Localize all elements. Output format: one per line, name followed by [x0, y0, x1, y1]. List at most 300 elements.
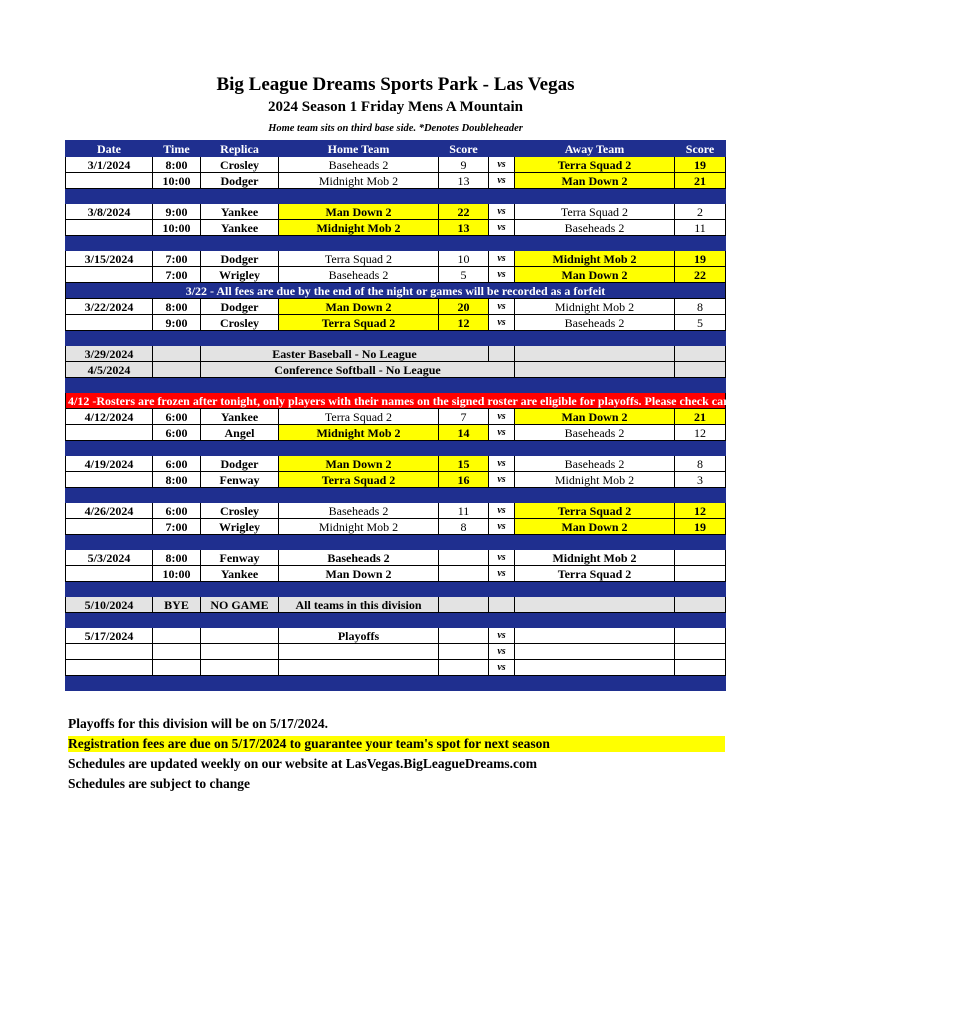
game-row — [66, 267, 726, 283]
away-score: 21 — [675, 409, 726, 425]
separator-cell — [66, 236, 153, 251]
separator-cell — [439, 676, 489, 691]
separator-cell — [439, 236, 489, 251]
closed-cell — [489, 346, 515, 362]
vs-label: vs — [489, 157, 515, 173]
away-score: 2 — [675, 204, 726, 220]
separator-cell — [515, 236, 675, 251]
away-team: Terra Squad 2 — [515, 204, 675, 220]
game-date: 3/8/2024 — [66, 204, 153, 220]
col-vs — [489, 141, 515, 157]
playoff-cell — [439, 660, 489, 676]
vs-label: vs — [489, 220, 515, 236]
col-time: Time — [153, 141, 201, 157]
col-date: Date — [66, 141, 153, 157]
separator-cell — [515, 535, 675, 550]
away-score: 22 — [675, 267, 726, 283]
playoff-label — [279, 644, 439, 660]
playoff-cell — [515, 628, 675, 644]
separator-cell — [675, 676, 726, 691]
home-score: 13 — [439, 220, 489, 236]
bye-text: All teams in this division — [279, 597, 439, 613]
closed-date: 4/5/2024 — [66, 362, 153, 378]
conference-note: Conference Softball - No League — [201, 362, 515, 378]
playoff-cell — [515, 644, 675, 660]
game-replica: Dodger — [201, 251, 279, 267]
closed-cell — [153, 346, 201, 362]
home-team: Baseheads 2 — [279, 267, 439, 283]
separator-cell — [201, 613, 279, 628]
playoff-cell — [439, 628, 489, 644]
separator-cell — [439, 582, 489, 597]
vs-label: vs — [489, 204, 515, 220]
away-team: Baseheads 2 — [515, 315, 675, 331]
closed-cell — [675, 597, 726, 613]
away-team: Man Down 2 — [515, 267, 675, 283]
game-time: 7:00 — [153, 519, 201, 535]
away-score: 8 — [675, 299, 726, 315]
away-team: Midnight Mob 2 — [515, 550, 675, 566]
col-home-score: Score — [439, 141, 489, 157]
separator-cell — [201, 676, 279, 691]
separator-cell — [439, 441, 489, 456]
header-row — [66, 141, 726, 157]
game-replica: Dodger — [201, 299, 279, 315]
separator-cell — [489, 613, 515, 628]
game-row — [66, 220, 726, 236]
separator-cell — [153, 378, 201, 393]
separator-cell — [201, 331, 279, 346]
vs-label: vs — [489, 409, 515, 425]
bye-row — [66, 597, 726, 613]
separator-cell — [153, 613, 201, 628]
separator-cell — [153, 441, 201, 456]
separator-cell — [489, 189, 515, 204]
game-replica: Fenway — [201, 550, 279, 566]
home-score: 11 — [439, 503, 489, 519]
separator-cell — [489, 378, 515, 393]
home-team: Man Down 2 — [279, 566, 439, 582]
separator-cell — [489, 535, 515, 550]
separator-cell — [153, 189, 201, 204]
closed-cell — [153, 362, 201, 378]
separator-cell — [675, 441, 726, 456]
col-replica: Replica — [201, 141, 279, 157]
separator-row — [66, 613, 726, 628]
away-team: Terra Squad 2 — [515, 566, 675, 582]
vs-label: vs — [489, 519, 515, 535]
game-time: 9:00 — [153, 315, 201, 331]
home-score — [439, 550, 489, 566]
home-team: Man Down 2 — [279, 204, 439, 220]
away-team: Baseheads 2 — [515, 456, 675, 472]
separator-row — [66, 582, 726, 597]
game-row — [66, 315, 726, 331]
game-time: 6:00 — [153, 409, 201, 425]
game-time: 6:00 — [153, 425, 201, 441]
footer-disclaimer: Schedules are subject to change — [68, 776, 250, 791]
away-score: 19 — [675, 251, 726, 267]
vs-label: vs — [489, 173, 515, 189]
away-score — [675, 550, 726, 566]
game-row — [66, 157, 726, 173]
away-score: 19 — [675, 157, 726, 173]
game-time: 10:00 — [153, 173, 201, 189]
vs-label: vs — [489, 566, 515, 582]
separator-cell — [279, 441, 439, 456]
separator-row — [66, 441, 726, 456]
separator-row — [66, 236, 726, 251]
game-date: 3/1/2024 — [66, 157, 153, 173]
game-replica: Crosley — [201, 315, 279, 331]
closed-cell — [515, 346, 675, 362]
game-replica: Yankee — [201, 409, 279, 425]
separator-cell — [675, 582, 726, 597]
home-team: Terra Squad 2 — [279, 409, 439, 425]
vs-label: vs — [489, 456, 515, 472]
separator-cell — [66, 441, 153, 456]
vs-label: vs — [489, 503, 515, 519]
home-score: 12 — [439, 315, 489, 331]
away-score: 19 — [675, 519, 726, 535]
playoff-date — [66, 644, 153, 660]
away-score: 5 — [675, 315, 726, 331]
game-date: 3/15/2024 — [66, 251, 153, 267]
home-team: Man Down 2 — [279, 299, 439, 315]
game-date: 4/19/2024 — [66, 456, 153, 472]
separator-cell — [201, 488, 279, 503]
footer-playoffs: Playoffs for this division will be on 5/17/2024. — [68, 716, 329, 731]
game-row — [66, 550, 726, 566]
page-subtitle: 2024 Season 1 Friday Mens A Mountain — [267, 99, 524, 115]
closed-cell — [675, 362, 726, 378]
away-score: 21 — [675, 173, 726, 189]
separator-cell — [279, 488, 439, 503]
home-score: 16 — [439, 472, 489, 488]
home-team: Midnight Mob 2 — [279, 220, 439, 236]
away-team: Terra Squad 2 — [515, 157, 675, 173]
separator-cell — [489, 236, 515, 251]
game-time: 6:00 — [153, 503, 201, 519]
separator-cell — [66, 676, 153, 691]
away-score — [675, 566, 726, 582]
easter-note: Easter Baseball - No League — [201, 346, 489, 362]
playoff-row — [66, 628, 726, 644]
separator-cell — [439, 488, 489, 503]
playoff-cell — [201, 660, 279, 676]
game-time: 6:00 — [153, 456, 201, 472]
away-team: Midnight Mob 2 — [515, 299, 675, 315]
away-team: Man Down 2 — [515, 409, 675, 425]
playoff-cell — [675, 628, 726, 644]
separator-cell — [675, 331, 726, 346]
playoff-cell — [515, 660, 675, 676]
separator-cell — [489, 441, 515, 456]
away-team: Man Down 2 — [515, 173, 675, 189]
home-score: 10 — [439, 251, 489, 267]
game-replica: Crosley — [201, 157, 279, 173]
home-score: 22 — [439, 204, 489, 220]
game-replica: Fenway — [201, 472, 279, 488]
no-game-label: NO GAME — [201, 597, 279, 613]
separator-cell — [279, 582, 439, 597]
col-away-score: Score — [675, 141, 726, 157]
game-row — [66, 251, 726, 267]
game-date: 4/12/2024 — [66, 409, 153, 425]
game-date — [66, 425, 153, 441]
vs-label: vs — [489, 550, 515, 566]
separator-cell — [201, 441, 279, 456]
away-team: Midnight Mob 2 — [515, 472, 675, 488]
game-replica: Wrigley — [201, 267, 279, 283]
game-row — [66, 409, 726, 425]
page-title: Big League Dreams Sports Park - Las Vegas — [216, 74, 575, 95]
separator-cell — [153, 676, 201, 691]
vs-label: vs — [489, 251, 515, 267]
separator-cell — [279, 676, 439, 691]
separator-cell — [201, 582, 279, 597]
separator-cell — [675, 488, 726, 503]
vs-label: vs — [489, 644, 515, 660]
closed-cell — [515, 362, 675, 378]
game-time: 8:00 — [153, 550, 201, 566]
playoff-date: 5/17/2024 — [66, 628, 153, 644]
game-date — [66, 173, 153, 189]
home-team: Baseheads 2 — [279, 157, 439, 173]
playoff-label — [279, 660, 439, 676]
separator-cell — [439, 535, 489, 550]
game-replica: Wrigley — [201, 519, 279, 535]
game-date — [66, 315, 153, 331]
separator-cell — [153, 331, 201, 346]
game-time: 8:00 — [153, 157, 201, 173]
away-score: 8 — [675, 456, 726, 472]
game-date — [66, 267, 153, 283]
game-row — [66, 204, 726, 220]
separator-cell — [66, 331, 153, 346]
schedule-table — [65, 140, 975, 691]
separator-cell — [153, 488, 201, 503]
game-date — [66, 566, 153, 582]
game-date: 5/3/2024 — [66, 550, 153, 566]
conference-note-row — [66, 362, 726, 378]
separator-cell — [66, 488, 153, 503]
bye-date: 5/10/2024 — [66, 597, 153, 613]
separator-cell — [201, 236, 279, 251]
separator-cell — [515, 378, 675, 393]
game-replica: Yankee — [201, 566, 279, 582]
playoff-cell — [201, 628, 279, 644]
separator-row — [66, 378, 726, 393]
easter-note-row — [66, 346, 726, 362]
separator-row — [66, 331, 726, 346]
footer-registration: Registration fees are due on 5/17/2024 to guarantee your team's spot for next season — [68, 736, 725, 752]
separator-row — [66, 535, 726, 550]
separator-row — [66, 488, 726, 503]
away-team: Terra Squad 2 — [515, 503, 675, 519]
game-row — [66, 299, 726, 315]
game-date — [66, 472, 153, 488]
away-team: Baseheads 2 — [515, 220, 675, 236]
playoff-cell — [675, 660, 726, 676]
roster-alert-row — [66, 393, 726, 409]
playoff-label: Playoffs — [279, 628, 439, 644]
playoff-cell — [153, 644, 201, 660]
away-team: Man Down 2 — [515, 519, 675, 535]
home-team: Midnight Mob 2 — [279, 425, 439, 441]
away-score: 12 — [675, 503, 726, 519]
game-row — [66, 566, 726, 582]
playoff-row — [66, 660, 726, 676]
game-date — [66, 220, 153, 236]
separator-cell — [675, 236, 726, 251]
separator-cell — [675, 613, 726, 628]
col-away-team: Away Team — [515, 141, 675, 157]
separator-cell — [279, 535, 439, 550]
home-score: 14 — [439, 425, 489, 441]
home-score — [439, 566, 489, 582]
home-score: 20 — [439, 299, 489, 315]
separator-cell — [66, 535, 153, 550]
separator-row — [66, 189, 726, 204]
closed-cell — [489, 597, 515, 613]
forfeit-note: 3/22 - All fees are due by the end of the night or games will be recorded as a forfeit — [66, 283, 726, 299]
closed-date: 3/29/2024 — [66, 346, 153, 362]
home-score: 5 — [439, 267, 489, 283]
home-score: 9 — [439, 157, 489, 173]
separator-cell — [675, 189, 726, 204]
away-team: Baseheads 2 — [515, 425, 675, 441]
vs-label: vs — [489, 628, 515, 644]
separator-cell — [515, 189, 675, 204]
game-time: 9:00 — [153, 204, 201, 220]
bye-label: BYE — [153, 597, 201, 613]
playoff-row — [66, 644, 726, 660]
home-score: 8 — [439, 519, 489, 535]
separator-cell — [439, 189, 489, 204]
separator-cell — [279, 189, 439, 204]
playoff-cell — [439, 644, 489, 660]
closed-cell — [675, 346, 726, 362]
game-time: 7:00 — [153, 251, 201, 267]
home-team: Baseheads 2 — [279, 550, 439, 566]
separator-cell — [489, 582, 515, 597]
separator-cell — [201, 378, 279, 393]
game-time: 10:00 — [153, 566, 201, 582]
home-team: Midnight Mob 2 — [279, 519, 439, 535]
game-row — [66, 173, 726, 189]
game-replica: Angel — [201, 425, 279, 441]
game-date: 3/22/2024 — [66, 299, 153, 315]
vs-label: vs — [489, 315, 515, 331]
closed-cell — [439, 597, 489, 613]
vs-label: vs — [489, 267, 515, 283]
header-note: Home team sits on third base side. *Denotes Doubleheader — [268, 123, 523, 134]
home-score: 13 — [439, 173, 489, 189]
separator-cell — [439, 378, 489, 393]
separator-row — [66, 676, 726, 691]
separator-cell — [66, 378, 153, 393]
separator-cell — [66, 582, 153, 597]
separator-cell — [66, 613, 153, 628]
game-row — [66, 472, 726, 488]
away-score: 11 — [675, 220, 726, 236]
game-time: 8:00 — [153, 299, 201, 315]
separator-cell — [153, 236, 201, 251]
game-row — [66, 425, 726, 441]
away-score: 3 — [675, 472, 726, 488]
home-score: 15 — [439, 456, 489, 472]
playoff-cell — [201, 644, 279, 660]
separator-cell — [66, 189, 153, 204]
separator-cell — [515, 676, 675, 691]
separator-cell — [515, 441, 675, 456]
footer-website: Schedules are updated weekly on our website at LasVegas.BigLeagueDreams.com — [68, 756, 538, 771]
separator-cell — [515, 488, 675, 503]
separator-cell — [153, 582, 201, 597]
game-date: 4/26/2024 — [66, 503, 153, 519]
home-team: Terra Squad 2 — [279, 472, 439, 488]
home-team: Man Down 2 — [279, 456, 439, 472]
game-date — [66, 519, 153, 535]
col-home-team: Home Team — [279, 141, 439, 157]
separator-cell — [515, 331, 675, 346]
away-score: 12 — [675, 425, 726, 441]
home-team: Terra Squad 2 — [279, 315, 439, 331]
separator-cell — [489, 488, 515, 503]
separator-cell — [279, 236, 439, 251]
forfeit-note-row — [66, 283, 726, 299]
separator-cell — [675, 535, 726, 550]
playoff-cell — [153, 628, 201, 644]
game-replica: Crosley — [201, 503, 279, 519]
playoff-cell — [153, 660, 201, 676]
game-replica: Yankee — [201, 204, 279, 220]
home-team: Midnight Mob 2 — [279, 173, 439, 189]
vs-label: vs — [489, 660, 515, 676]
separator-cell — [153, 535, 201, 550]
separator-cell — [279, 378, 439, 393]
game-time: 7:00 — [153, 267, 201, 283]
game-row — [66, 503, 726, 519]
game-row — [66, 519, 726, 535]
separator-cell — [279, 613, 439, 628]
home-team: Terra Squad 2 — [279, 251, 439, 267]
away-team: Midnight Mob 2 — [515, 251, 675, 267]
game-time: 10:00 — [153, 220, 201, 236]
vs-label: vs — [489, 472, 515, 488]
playoff-cell — [675, 644, 726, 660]
separator-cell — [675, 378, 726, 393]
home-team: Baseheads 2 — [279, 503, 439, 519]
separator-cell — [439, 331, 489, 346]
game-replica: Dodger — [201, 173, 279, 189]
separator-cell — [489, 676, 515, 691]
playoff-date — [66, 660, 153, 676]
game-row — [66, 456, 726, 472]
home-score: 7 — [439, 409, 489, 425]
separator-cell — [201, 189, 279, 204]
separator-cell — [439, 613, 489, 628]
game-replica: Yankee — [201, 220, 279, 236]
roster-alert: 4/12 -Rosters are frozen after tonight, only players with their names on the signed roster are eligible for playoffs. Please check carefully as changes will not be made for omissions. — [66, 393, 726, 409]
separator-cell — [515, 613, 675, 628]
closed-cell — [515, 597, 675, 613]
game-time: 8:00 — [153, 472, 201, 488]
game-replica: Dodger — [201, 456, 279, 472]
separator-cell — [489, 331, 515, 346]
separator-cell — [201, 535, 279, 550]
